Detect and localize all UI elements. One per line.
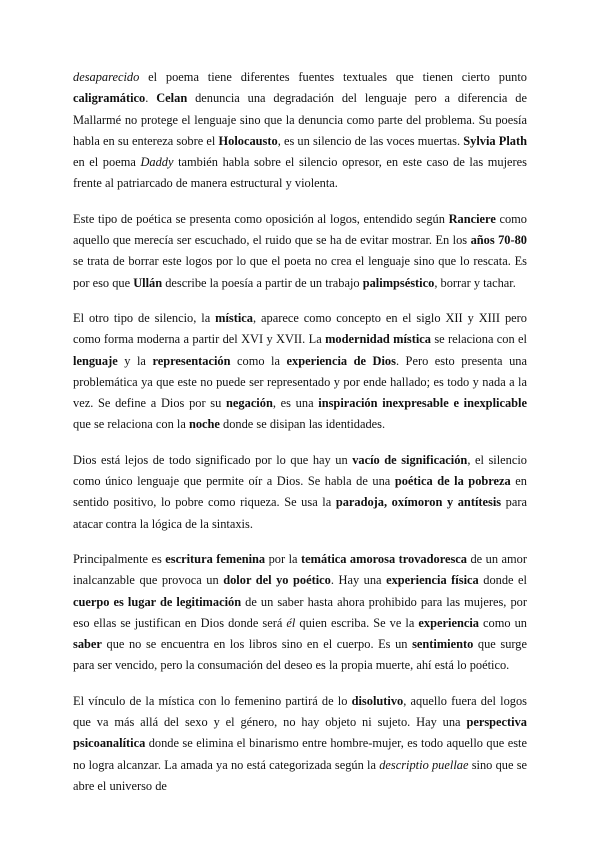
bold-term: paradoja, oxímoron y antítesis xyxy=(335,495,502,510)
text-run: se trata de borrar este logos por lo que el poeta no crea el lenguaje sino que lo rescata. Es por eso que xyxy=(73,254,527,290)
text-run: como aquello que merecía ser escuchado, el ruido que se ha de evitar mostrar. En los xyxy=(73,211,527,248)
bold-term: poética de la pobreza xyxy=(394,474,511,489)
text-run: el poema tiene diferentes fuentes textuales que tienen cierto punto xyxy=(139,70,527,84)
text-run: en sentido positivo, lo pobre como riqueza. Se usa la xyxy=(73,474,527,510)
paragraph-celan-plath xyxy=(73,67,527,195)
text-run: . xyxy=(145,91,157,106)
bold-term: sentimiento xyxy=(412,637,474,652)
bold-term: lenguaje xyxy=(73,353,118,368)
bold-term: caligramático xyxy=(73,91,146,106)
text-run: para atacar contra la lógica de la sintaxis. xyxy=(73,495,528,531)
bold-term: mística xyxy=(215,310,253,325)
text-run: por la xyxy=(265,551,302,566)
text-run: , borrar y tachar. xyxy=(434,275,516,290)
text-run: de un amor inalcanzable que provoca un xyxy=(73,551,527,588)
bold-term: palimpséstico xyxy=(362,275,435,290)
text-run: . Hay una xyxy=(330,573,387,588)
text-run: denuncia una degradación del lenguaje pero a diferencia de Mallarmé no protege el lenguaje sino que la denuncia como parte del problema. Su poesía habla en su entereza sobre el xyxy=(73,91,527,148)
italic-term: descriptio puellae xyxy=(379,757,469,772)
text-run: . Pero esto presenta una problemática ya que este no puede ser representado y por ende hallado; es todo y nada a la vez. Se define a Dios por su xyxy=(73,353,527,411)
text-run: describe la poesía a partir de un trabajo xyxy=(162,275,363,290)
bold-term: años 70-80 xyxy=(470,233,528,248)
text-run: como la xyxy=(230,353,287,368)
text-run: Dios está lejos de todo significado por lo que hay un xyxy=(73,452,353,467)
text-run: donde el xyxy=(478,573,527,588)
text-run: donde se elimina el binarismo entre hombre-mujer, es todo aquello que este no logra alcanzar. La amada ya no está categorizada según la xyxy=(73,736,527,772)
bold-term: experiencia xyxy=(418,615,479,630)
text-run: , aparece como concepto en el siglo XII y XIII pero como forma moderna a partir del XVI y XVII. La xyxy=(73,310,527,347)
bold-term: Ullán xyxy=(133,275,163,290)
text-run: de un saber hasta ahora prohibido para las mujeres, por eso ellas se justifican en Dios donde será xyxy=(73,594,527,630)
text-run: se relaciona con el xyxy=(431,332,527,347)
text-run: , el silencio como único lenguaje que permite oír a Dios. Se habla de una xyxy=(73,452,527,489)
bold-term: cuerpo es lugar de legitimación xyxy=(73,594,242,609)
text-run: quien escriba. Se ve la xyxy=(295,615,419,630)
bold-term: modernidad mística xyxy=(325,332,431,347)
bold-term: perspectiva psicoanalítica xyxy=(73,715,527,751)
bold-term: vacío de significación xyxy=(352,452,468,467)
paragraph-escritura-femenina xyxy=(73,549,527,677)
text-run: donde se disipan las identidades. xyxy=(219,417,386,432)
bold-term: representación xyxy=(152,353,231,368)
bold-term: inspiración inexpresable e inexplicable xyxy=(318,396,527,411)
text-run: Este tipo de poética se presenta como oposición al logos, entendido según xyxy=(73,211,449,226)
bold-term: Sylvia Plath xyxy=(463,133,527,148)
italic-term: desaparecido xyxy=(73,70,140,84)
text-run: sino que se abre el universo de xyxy=(73,757,528,793)
bold-term: negación xyxy=(226,396,273,411)
bold-term: experiencia de Dios xyxy=(286,353,396,368)
text-run: en el poema xyxy=(73,155,141,170)
text-run: El otro tipo de silencio, la xyxy=(73,310,216,325)
bold-term: dolor del yo poético xyxy=(223,573,331,588)
text-run: y la xyxy=(117,353,153,368)
text-run: El vínculo de la mística con lo femenino partirá de lo xyxy=(73,693,352,708)
text-run: también habla sobre el silencio opresor, en este caso de las mujeres frente al patriarcado de manera estructural y violenta. xyxy=(73,155,528,191)
text-run: Principalmente es xyxy=(73,551,166,566)
text-run: que no se encuentra en los libros sino en el cuerpo. Es un xyxy=(101,637,413,652)
bold-term: disolutivo xyxy=(351,693,404,708)
italic-term: él xyxy=(286,615,296,630)
text-run: , es un silencio de las voces muertas. xyxy=(277,133,464,148)
paragraph-ranciere-logos xyxy=(73,209,527,294)
bold-term: saber xyxy=(73,637,102,652)
text-run: , aquello fuera del logos que va más allá del sexo y el género, no hay objeto ni sujeto. Hay una xyxy=(73,693,527,730)
bold-term: escritura femenina xyxy=(165,551,266,566)
paragraph-vinculo-femenino xyxy=(73,691,527,797)
bold-term: noche xyxy=(188,417,220,432)
bold-term: experiencia física xyxy=(386,573,479,588)
bold-term: temática amorosa trovadoresca xyxy=(301,551,467,566)
bold-term: Holocausto xyxy=(218,133,278,148)
bold-term: Celan xyxy=(156,91,188,106)
italic-term: Daddy xyxy=(140,155,174,170)
text-run: , es una xyxy=(272,396,319,411)
text-run: como un xyxy=(478,615,528,630)
paragraph-mistica xyxy=(73,308,527,436)
bold-term: Ranciere xyxy=(448,211,496,226)
paragraph-vacio-significacion xyxy=(73,450,527,535)
text-run: que se relaciona con la xyxy=(73,417,189,432)
text-run: que surge para ser vencido, pero la consumación del deseo es la propia muerte, ahí está lo poético. xyxy=(73,637,527,673)
